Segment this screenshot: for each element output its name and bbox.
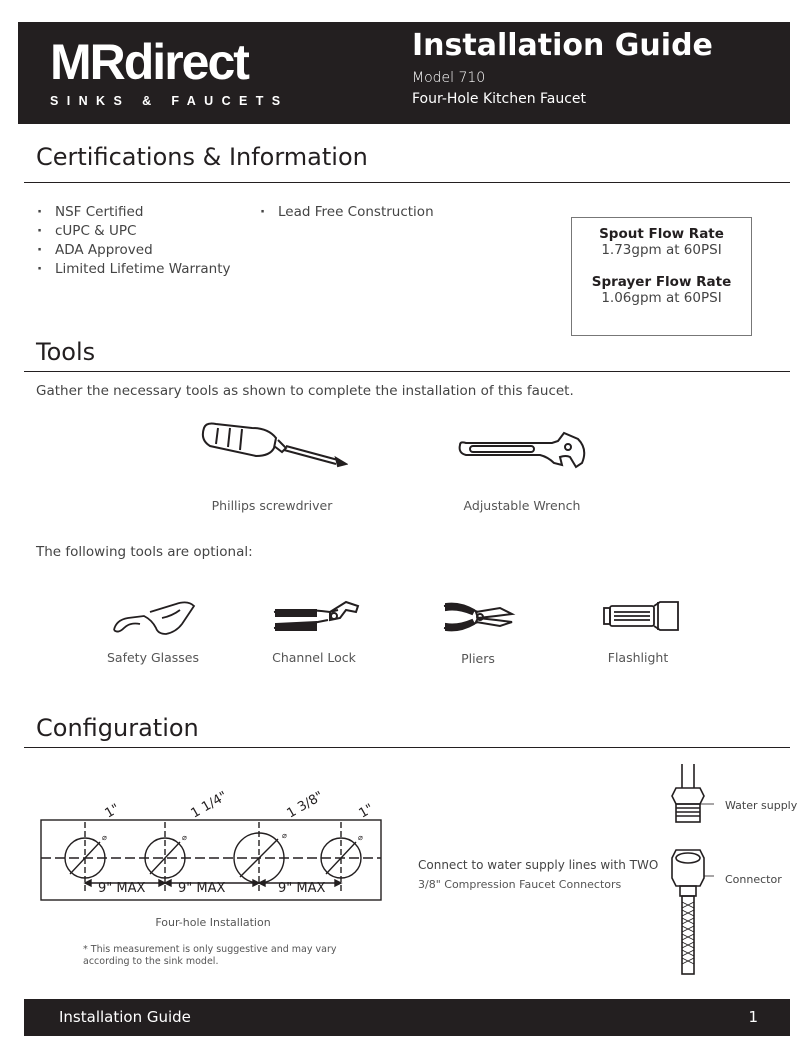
product-description: Four-Hole Kitchen Faucet <box>412 91 587 107</box>
tool-label: Flashlight <box>607 650 669 665</box>
footer-title: Installation Guide <box>59 1008 191 1026</box>
measurement-note: * This measurement is only suggestive and may vary according to the sink model. <box>83 944 337 967</box>
tool-label: Safety Glasses <box>106 650 199 665</box>
channel-lock-icon <box>270 598 364 636</box>
screwdriver-icon <box>196 420 348 476</box>
hole-size-label: 1 1/4" <box>188 788 231 822</box>
sprayer-flow-label: Sprayer Flow Rate <box>591 274 732 290</box>
page-number: 1 <box>748 1008 758 1026</box>
hole-size-label: 1" <box>356 801 377 822</box>
spout-flow-label: Spout Flow Rate <box>599 226 724 242</box>
divider <box>24 182 790 183</box>
configuration-heading: Configuration <box>36 714 199 742</box>
tool-label: Channel Lock <box>272 650 356 665</box>
wrench-icon <box>456 427 590 469</box>
list-item: · Limited Lifetime Warranty <box>37 260 231 279</box>
list-item: · ADA Approved <box>37 241 231 260</box>
tool-label: Pliers <box>461 651 495 666</box>
spout-flow-value: 1.73gpm at 60PSI <box>601 242 722 258</box>
connect-instructions: Connect to water supply lines with TWO <box>418 858 659 872</box>
hole-size-label: 1 3/8" <box>284 788 327 822</box>
spacing-label: 9" MAX <box>98 881 146 896</box>
certifications-list <box>37 203 231 279</box>
svg-text:⌀: ⌀ <box>102 833 107 842</box>
four-hole-diagram <box>38 782 388 910</box>
list-item: · cUPC & UPC <box>37 222 231 241</box>
water-supply-connector-icon <box>664 762 714 980</box>
certifications-heading: Certifications & Information <box>36 143 368 171</box>
flashlight-icon <box>600 600 682 632</box>
tools-heading: Tools <box>36 338 96 366</box>
svg-text:⌀: ⌀ <box>358 833 363 842</box>
model-number: Model 710 <box>412 70 486 86</box>
brand-name: MRdirect <box>50 34 248 90</box>
hole-size-label: 1" <box>102 801 123 822</box>
safety-glasses-icon <box>110 598 198 638</box>
divider <box>24 747 790 748</box>
divider <box>24 371 790 372</box>
list-item: · Lead Free Construction <box>260 203 434 222</box>
tools-intro: Gather the necessary tools as shown to complete the installation of this faucet. <box>36 383 574 399</box>
header-banner <box>18 22 790 124</box>
optional-tools-intro: The following tools are optional: <box>36 544 253 560</box>
spacing-label: 9" MAX <box>278 881 326 896</box>
brand-logo <box>50 36 289 108</box>
svg-text:⌀: ⌀ <box>182 833 187 842</box>
connector-spec: 3/8" Compression Faucet Connectors <box>418 878 622 891</box>
sprayer-flow-value: 1.06gpm at 60PSI <box>601 290 722 306</box>
pliers-icon <box>440 600 516 634</box>
certifications-list-secondary <box>260 203 434 222</box>
water-supply-label: Water supply <box>725 799 798 812</box>
brand-tagline: SINKS & FAUCETS <box>50 94 289 108</box>
footer-bar <box>24 999 790 1036</box>
diagram-caption: Four-hole Installation <box>155 916 271 929</box>
tool-label: Adjustable Wrench <box>463 498 581 513</box>
svg-text:⌀: ⌀ <box>282 831 287 840</box>
tool-label: Phillips screwdriver <box>211 498 333 513</box>
guide-title: Installation Guide <box>412 28 713 63</box>
connector-label: Connector <box>725 873 782 886</box>
flow-rate-box <box>571 217 752 336</box>
list-item: · NSF Certified <box>37 203 231 222</box>
spacing-label: 9" MAX <box>178 881 226 896</box>
